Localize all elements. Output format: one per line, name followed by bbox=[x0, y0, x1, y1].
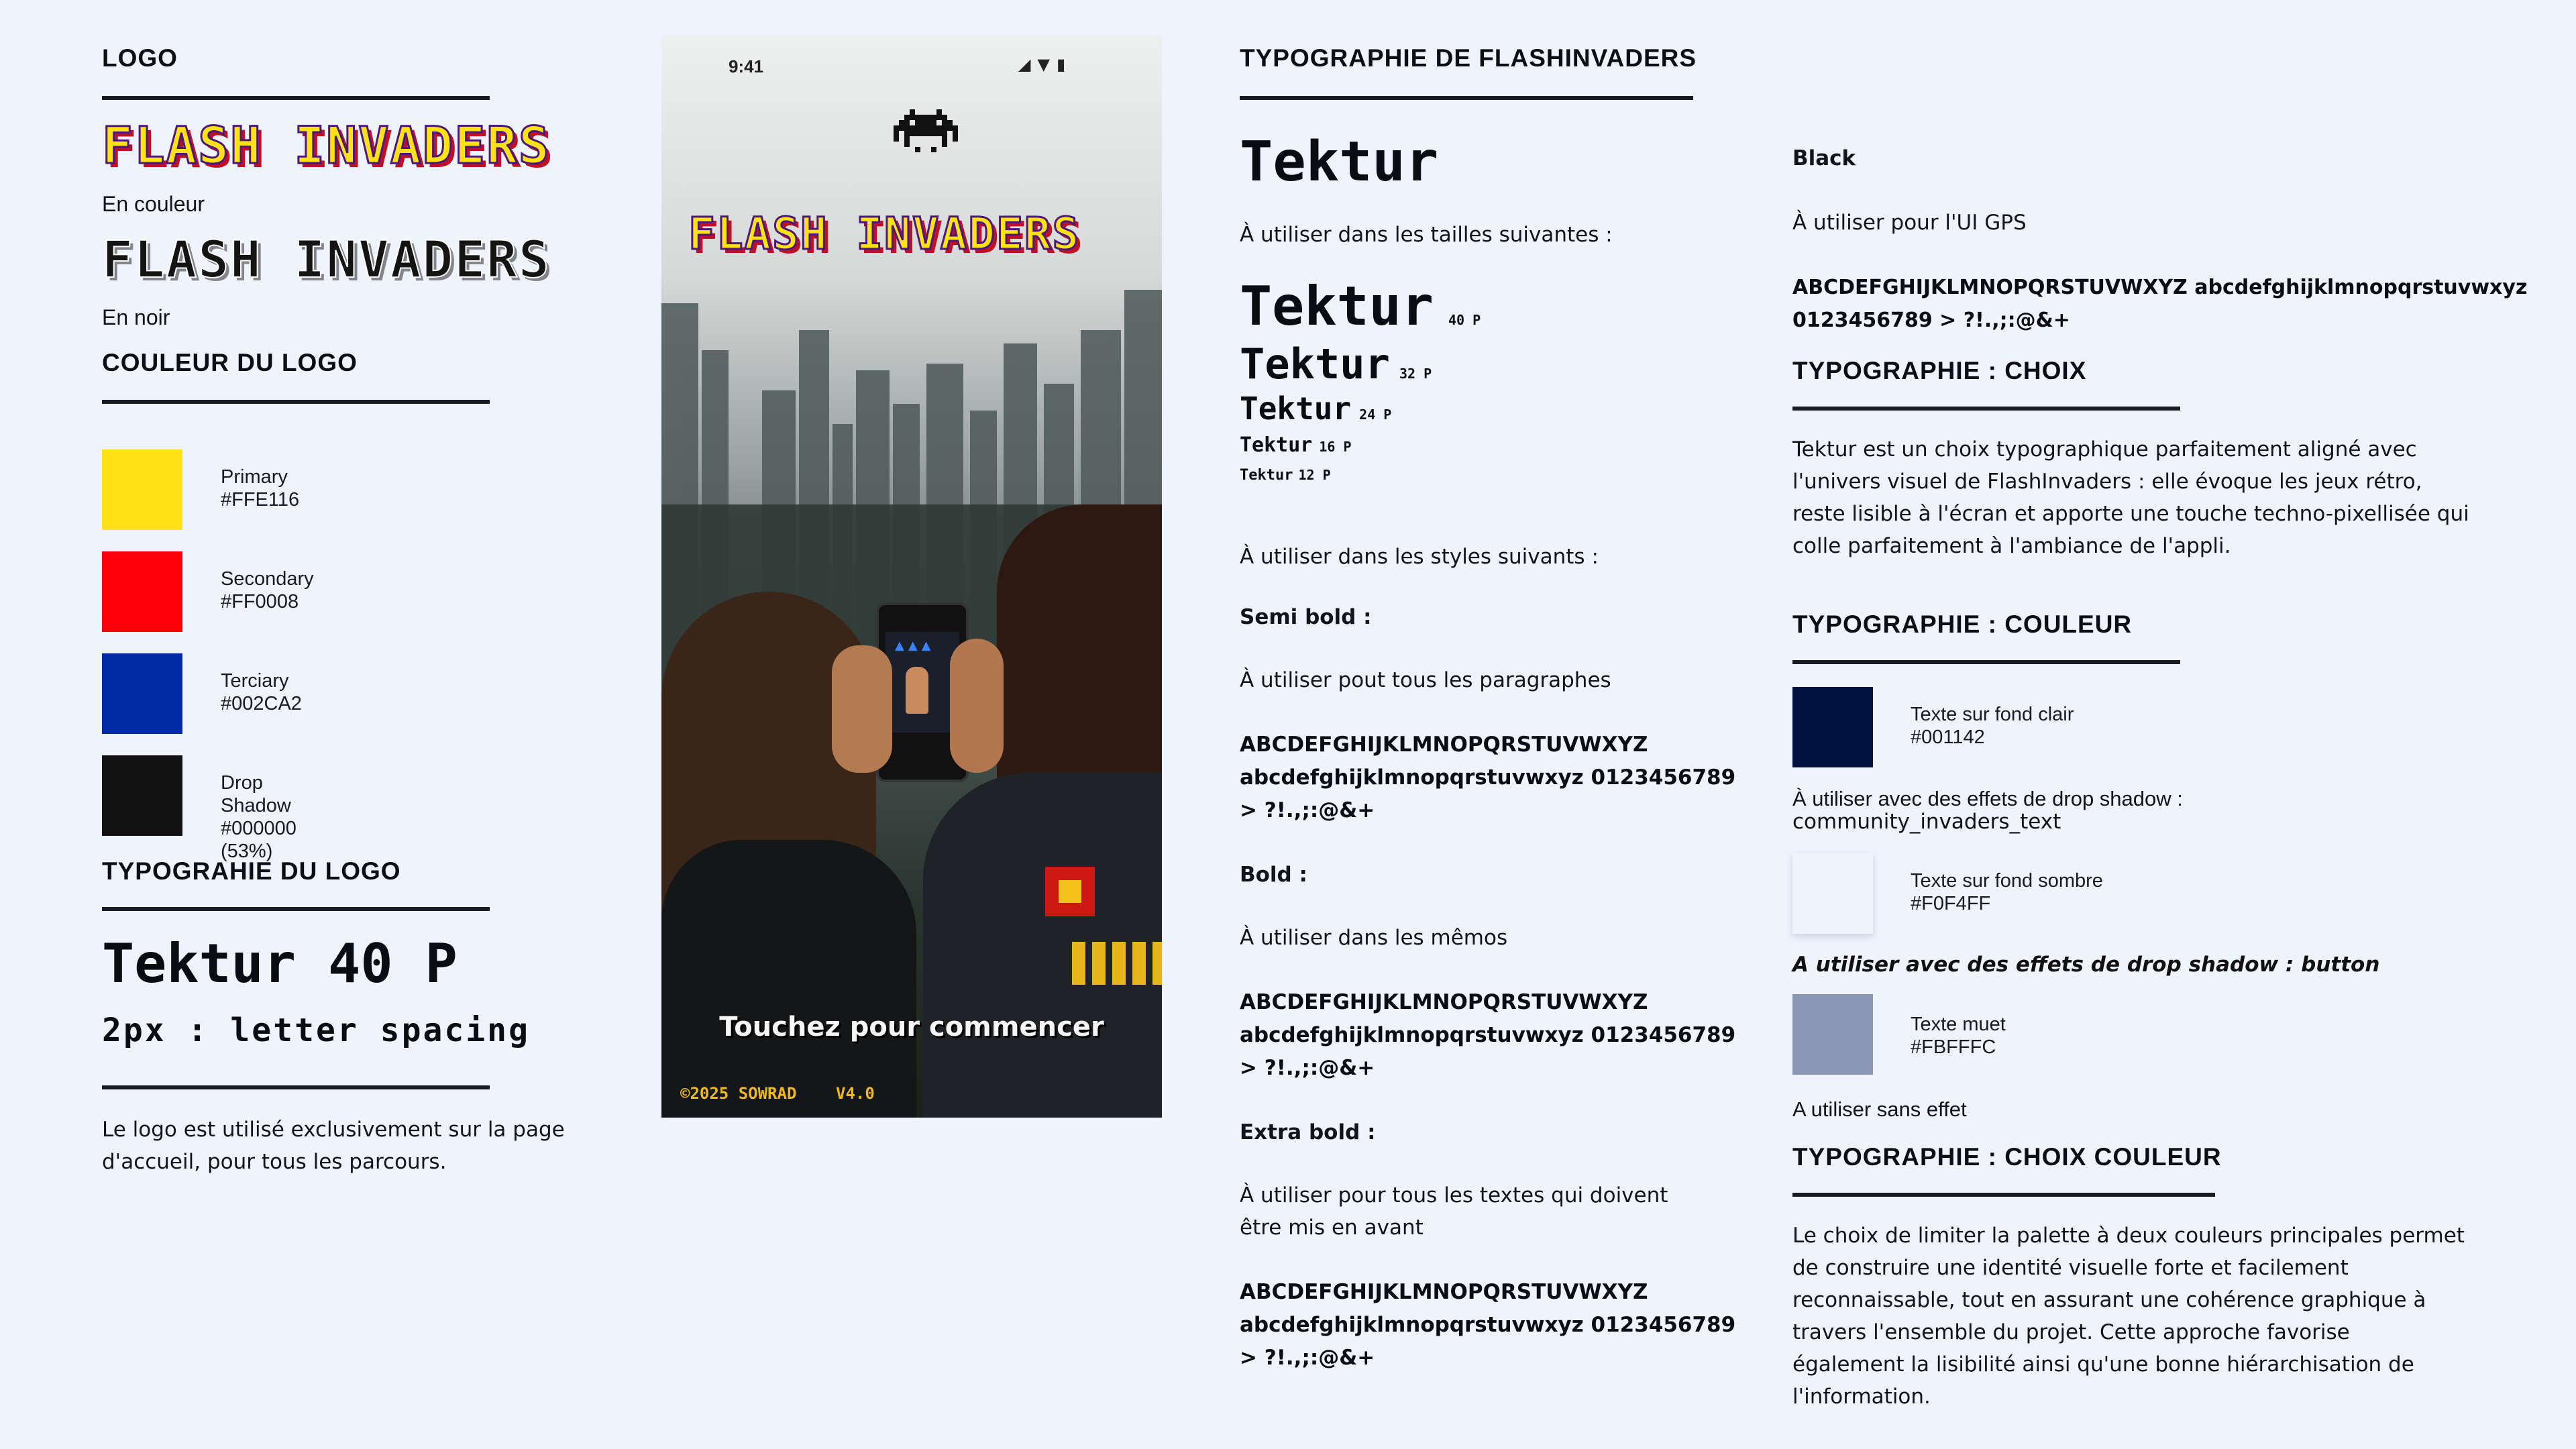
swatch-name: Drop Shadow bbox=[221, 772, 291, 816]
bold-alphabet: ABCDEFGHIJKLMNOPQRSTUVWXYZ abcdefghijklmnopqrstuvwxyz 0123456789 > ?!.,;:@&+ bbox=[1240, 990, 1736, 1080]
phone-mockup bbox=[661, 35, 1162, 1118]
logo-color-text: FLASH INVADERS bbox=[102, 115, 551, 175]
logo-heading: LOGO bbox=[102, 44, 178, 72]
swatch-name: Secondary bbox=[221, 568, 314, 590]
shirt-badge bbox=[1045, 867, 1095, 916]
black-alphabet: ABCDEFGHIJKLMNOPQRSTUVWXYZ abcdefghijklmnopqrstuvwxyz 0123456789 > ?!.,;:@&+ bbox=[1792, 276, 2528, 332]
copyright-text: ©2025 SOWRAD bbox=[680, 1084, 797, 1103]
divider bbox=[1792, 660, 2180, 664]
black-label: Black bbox=[1792, 146, 1856, 170]
divider bbox=[102, 96, 490, 100]
styles-intro: À utiliser dans les styles suivants : bbox=[1240, 545, 1599, 569]
muted-text-note: A utiliser sans effet bbox=[1792, 1097, 1967, 1121]
letter-spacing-sample: 2px : letter spacing bbox=[102, 1012, 530, 1049]
choice-color-text: Le choix de limiter la palette à deux couleurs principales permet de construire une identité visuelle forte et facilement reconnaissable, tout en assurant une cohérence graphique à travers l'ensemble du projet. Cette approche favorise également la lisibilité ainsi qu'une bonne hiérarchisation de l'information. bbox=[1792, 1224, 2465, 1409]
hand-right bbox=[950, 639, 1004, 773]
version-text: V4.0 bbox=[836, 1084, 875, 1103]
divider bbox=[102, 1085, 490, 1089]
status-time: 9:41 bbox=[729, 56, 764, 76]
sizes-intro: À utiliser dans les tailles suivantes : bbox=[1240, 223, 1613, 247]
text-color-chip bbox=[1792, 994, 1873, 1075]
swatch-hex: #002CA2 bbox=[221, 693, 302, 714]
status-icons bbox=[1018, 55, 1072, 74]
text-color-chip bbox=[1792, 687, 1873, 767]
extrabold-label: Extra bold : bbox=[1240, 1120, 1376, 1144]
start-cta[interactable]: Touchez pour commencer bbox=[719, 1012, 1104, 1042]
swatch-name: Primary bbox=[221, 466, 288, 488]
person-left-body bbox=[661, 840, 916, 1118]
mini-avatar bbox=[906, 667, 928, 714]
light-text-note: A utiliser avec des effets de drop shadow : button bbox=[1792, 953, 2380, 977]
divider bbox=[1792, 407, 2180, 411]
choice-heading: TYPOGRAPHIE : CHOIX bbox=[1792, 357, 2087, 384]
extrabold-use: À utiliser pour tous les textes qui doivent être mis en avant bbox=[1240, 1183, 1668, 1240]
divider bbox=[102, 400, 490, 404]
size-row-32: Tektur 32 P bbox=[1240, 339, 1432, 388]
mini-invaders: ▲▲▲ bbox=[895, 639, 935, 653]
swatch-hex: #000000 (53%) bbox=[221, 818, 297, 862]
text-color-chip bbox=[1792, 853, 1873, 934]
size-scale bbox=[1240, 275, 1481, 494]
size-row-24: Tektur 24 P bbox=[1240, 390, 1392, 427]
swatch-chip bbox=[102, 755, 182, 836]
held-phone-screen bbox=[885, 632, 959, 733]
extrabold-alphabet: ABCDEFGHIJKLMNOPQRSTUVWXYZ abcdefghijklmnopqrstuvwxyz 0123456789 > ?!.,;:@&+ bbox=[1240, 1280, 1736, 1370]
dark-text-note: À utiliser avec des effets de drop shadow : community_invaders_text bbox=[1792, 787, 2183, 834]
signal-icon: ◢ bbox=[1018, 55, 1038, 74]
size-row-12: Tektur 12 P bbox=[1240, 467, 1331, 484]
tektur-40-sample: Tektur 40 P bbox=[102, 932, 458, 995]
space-invader-icon bbox=[894, 107, 958, 154]
semibold-alphabet: ABCDEFGHIJKLMNOPQRSTUVWXYZ abcdefghijklmnopqrstuvwxyz 0123456789 > ?!.,;:@&+ bbox=[1240, 733, 1736, 822]
typo-heading: TYPOGRAPHIE DE FLASHINVADERS bbox=[1240, 44, 1697, 72]
logo-type-heading: TYPOGRAHIE DU LOGO bbox=[102, 857, 401, 885]
phone-logo-text: FLASH INVADERS bbox=[688, 208, 1081, 260]
swatch-chip bbox=[102, 449, 182, 530]
divider bbox=[1240, 96, 1693, 100]
battery-icon: ▮ bbox=[1056, 55, 1073, 74]
hand-left bbox=[832, 645, 892, 773]
swatch-chip bbox=[102, 653, 182, 734]
size-row-40: Tektur 40 P bbox=[1240, 275, 1481, 337]
bold-label: Bold : bbox=[1240, 863, 1307, 887]
logo-black-text: FLASH INVADERS bbox=[102, 229, 551, 289]
pixel-crown bbox=[1072, 942, 1162, 985]
logo-color-heading: COULEUR DU LOGO bbox=[102, 349, 358, 376]
choice-color-heading: TYPOGRAPHIE : CHOIX COULEUR bbox=[1792, 1143, 2222, 1171]
semibold-label: Semi bold : bbox=[1240, 605, 1372, 629]
swatch-hex: #FF0008 bbox=[221, 591, 299, 612]
black-use: À utiliser pour l'UI GPS bbox=[1792, 211, 2027, 235]
swatch-name: Terciary bbox=[221, 670, 289, 692]
swatch-hex: #FFE116 bbox=[221, 489, 300, 511]
divider bbox=[102, 907, 490, 911]
swatch-chip bbox=[102, 551, 182, 632]
wifi-icon: ▼ bbox=[1037, 55, 1057, 74]
logo-color-caption: En couleur bbox=[102, 192, 205, 216]
semibold-use: À utiliser pout tous les paragraphes bbox=[1240, 668, 1611, 692]
logo-black-caption: En noir bbox=[102, 305, 170, 329]
color-heading: TYPOGRAPHIE : COULEUR bbox=[1792, 610, 2133, 638]
bold-use: À utiliser dans les mêmos bbox=[1240, 926, 1508, 950]
logo-usage-text: Le logo est utilisé exclusivement sur la page d'accueil, pour tous les parcours. bbox=[102, 1118, 565, 1174]
font-name-sample: Tektur bbox=[1240, 130, 1439, 194]
divider bbox=[1792, 1193, 2215, 1197]
size-row-16: Tektur 16 P bbox=[1240, 433, 1352, 457]
choice-text: Tektur est un choix typographique parfaitement aligné avec l'univers visuel de FlashInvaders : elle évoque les jeux rétro, reste lisible à l'écran et apporte une touche techno-pixellisée qui colle parfaitement à l'ambiance de l'appli. bbox=[1792, 437, 2469, 558]
